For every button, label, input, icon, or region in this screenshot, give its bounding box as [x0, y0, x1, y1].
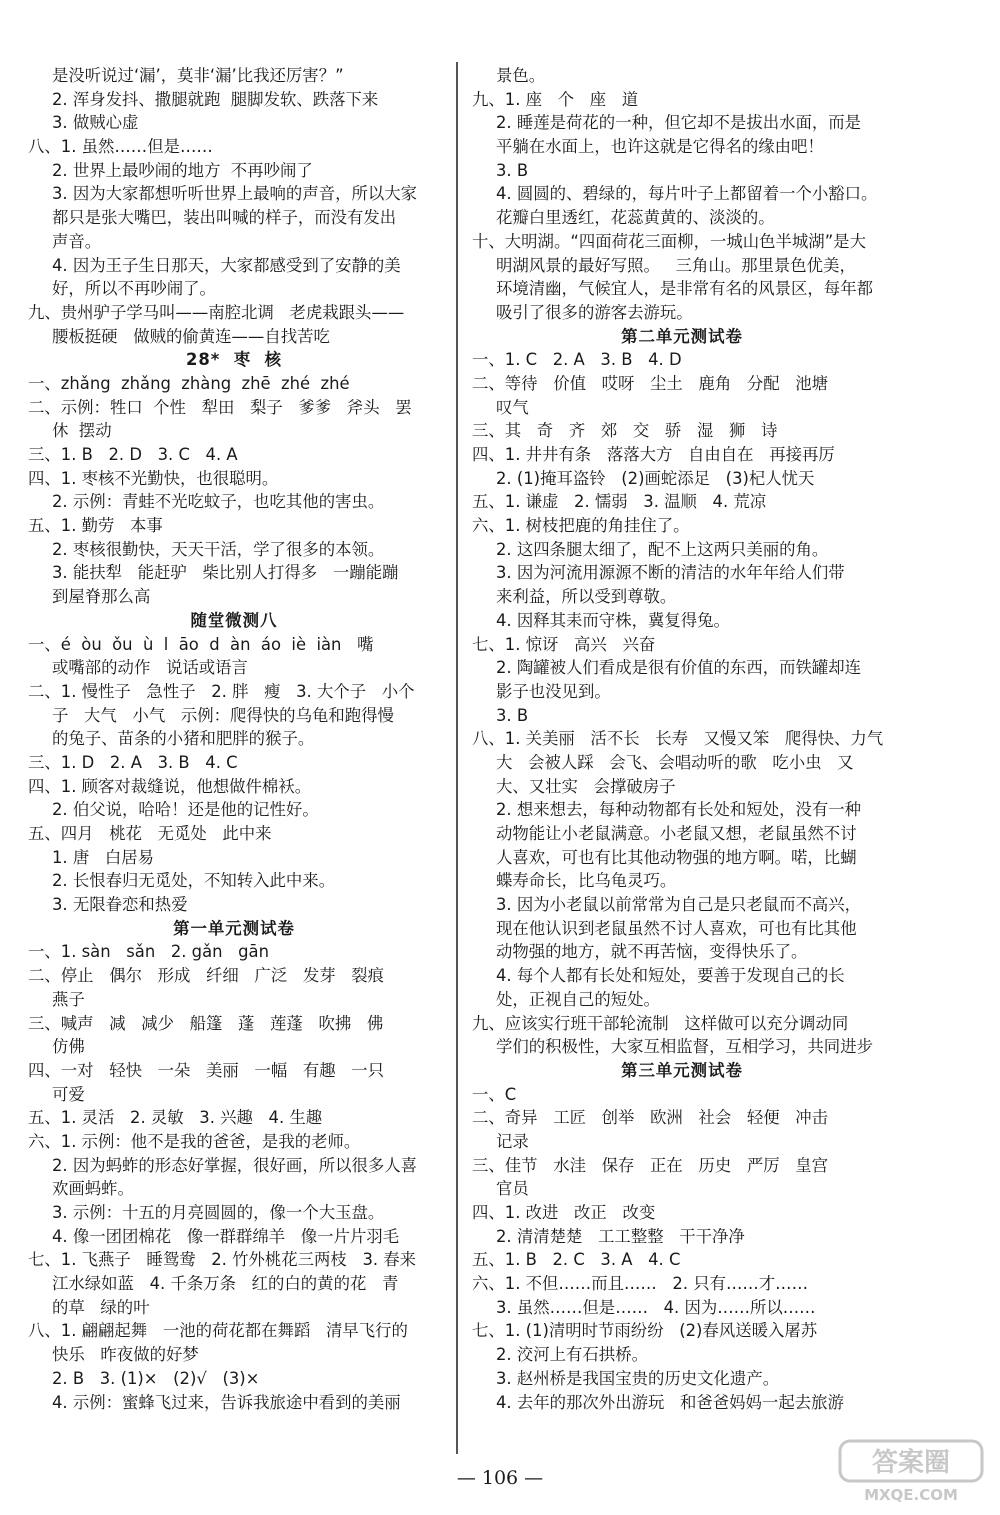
answer-line: 八、1. 翩翩起舞 一池的荷花都在舞蹈 清早飞行的 — [28, 1321, 408, 1341]
answer-line: 2. 伯父说，哈哈！还是他的记性好。 — [52, 800, 319, 820]
answer-line: 八、1. 虽然……但是…… — [28, 137, 213, 157]
answer-line: 都只是张大嘴巴，装出叫喊的样子，而没有发出 — [52, 208, 397, 228]
answer-line: 影子也没见到。 — [496, 681, 611, 701]
answer-line: 2. 长恨春归无觅处，不知转入此中来。 — [52, 871, 336, 891]
answer-line: 四、1. 改进 改正 改变 — [472, 1203, 656, 1222]
answer-line: 九、应该实行班干部轮流制 这样做可以充分调动同 — [472, 1013, 849, 1033]
answer-line: 七、1. 惊讶 高兴 兴奋 — [472, 634, 656, 654]
answer-line: 环境清幽，气候宜人，是非常有名的风景区，每年都 — [496, 279, 873, 299]
left-column — [28, 64, 440, 1414]
section-title: 第一单元测试卷 — [173, 918, 295, 938]
column-divider — [456, 62, 458, 1454]
answer-line: 的草 绿的叶 — [52, 1297, 150, 1317]
answer-line: 十、大明湖。“四面荷花三面柳，一城山色半城湖”是大 — [472, 231, 866, 251]
answer-line: 3. B — [496, 160, 529, 180]
answer-line: 二、奇异 工匠 创举 欧洲 社会 轻便 冲击 — [472, 1108, 829, 1128]
answer-line: 到屋脊那么高 — [52, 587, 151, 607]
answer-line: 来利益，所以受到尊敬。 — [496, 587, 677, 607]
answer-line: 五、1. 灵活 2. 灵敏 3. 兴趣 4. 生趣 — [28, 1108, 323, 1128]
answer-line: 2. 因为蚂蚱的形态好掌握，很好画，所以很多人喜 — [52, 1155, 418, 1175]
answer-line: 休 摆动 — [52, 421, 112, 441]
answer-line: 3. 无限眷恋和热爱 — [52, 895, 188, 915]
answer-line: 声音。 — [52, 231, 102, 251]
answer-line: 二、1. 慢性子 急性子 2. 胖 瘦 3. 大个子 小个 — [28, 681, 415, 701]
answer-line: 人喜欢，可也有比其他动物强的地方啊。喏，比蝴 — [496, 847, 857, 867]
answer-line: 2. 陶罐被人们看成是很有价值的东西，而铁罐却连 — [496, 658, 862, 678]
answer-line: 3. 因为大家都想听听世界上最响的声音，所以大家 — [52, 184, 418, 204]
answer-line: 五、1. 谦虚 2. 懦弱 3. 温顺 4. 荒凉 — [472, 492, 767, 512]
answer-line: 4. 因为王子生日那天，大家都感受到了安静的美 — [52, 255, 401, 275]
answer-line: 4. 去年的那次外出游玩 和爸爸妈妈一起去旅游 — [496, 1392, 844, 1412]
answer-line: 四、一对 轻快 一朵 美丽 一幅 有趣 一只 — [28, 1060, 385, 1080]
answer-line: 快乐 昨夜做的好梦 — [52, 1345, 199, 1365]
answer-line: 花瓣白里透红，花蕊黄黄的、淡淡的。 — [496, 208, 775, 228]
answer-line: 九、贵州驴子学马叫——南腔北调 老虎栽跟头—— — [28, 302, 405, 322]
answer-line: 或嘴部的动作 说话或语言 — [52, 658, 248, 678]
answer-line: 是没听说过‘漏’，莫非‘漏’比我还厉害？” — [52, 66, 344, 85]
answer-line: 3. 示例：十五的月亮圆圆的，像一个大玉盘。 — [52, 1203, 385, 1222]
answer-line: 燕子 — [52, 989, 85, 1009]
answer-line: 3. 因为河流用源源不断的清洁的水年年给人们带 — [496, 563, 845, 583]
answer-line: 平躺在水面上，也许这就是它得名的缘由吧！ — [496, 137, 824, 157]
answer-line: 4. 像一团团棉花 像一群群绵羊 像一片片羽毛 — [52, 1226, 400, 1246]
answer-line: 记录 — [496, 1131, 529, 1151]
answer-line: 九、1. 座 个 座 道 — [472, 89, 639, 109]
answer-line: 3. 做贼心虚 — [52, 113, 139, 133]
answer-line: 三、其 奇 齐 郊 交 骄 湿 狮 诗 — [472, 421, 778, 441]
answer-line: 2. (1)掩耳盗铃 (2)画蛇添足 (3)杞人忧天 — [496, 468, 815, 488]
page-number: — 106 — — [456, 1467, 544, 1489]
answer-line: 一、1. sàn sǎn 2. gǎn gān — [28, 942, 269, 962]
answer-line: 六、1. 树枝把鹿的角挂住了。 — [472, 516, 690, 536]
answer-line: 五、四月 桃花 无觅处 此中来 — [28, 824, 272, 843]
answer-line: 四、1. 顾客对裁缝说，他想做件棉袄。 — [28, 776, 312, 796]
answer-line: 二、停止 偶尔 形成 纤细 广泛 发芽 裂痕 — [28, 966, 385, 986]
answer-line: 七、1. 飞燕子 睡鸳鸯 2. 竹外桃花三两枝 3. 春来 — [28, 1250, 417, 1270]
answer-line: 3. 赵州桥是我国宝贵的历史文化遗产。 — [496, 1368, 780, 1388]
answer-line: 动物强的地方，就不再苦恼，变得快乐了。 — [496, 942, 808, 962]
answer-line: 4. 因释其耒而守株，冀复得兔。 — [496, 610, 730, 630]
answer-line: 大 会被人踩 会飞、会唱动听的歌 吃小虫 又 — [496, 752, 854, 772]
answer-line: 2. 枣核很勤快，天天干活，学了很多的本领。 — [52, 539, 385, 559]
answer-line: 2. 洨河上有石拱桥。 — [496, 1345, 648, 1365]
answer-line: 4. 每个人都有长处和短处，要善于发现自己的长 — [496, 966, 845, 986]
section-title: 28* 枣 核 — [186, 350, 282, 370]
answer-line: 叹气 — [496, 397, 529, 417]
answer-line: 一、é òu ǒu ù l āo d àn áo iè iàn 嘴 — [28, 634, 374, 654]
answer-line: 吸引了很多的游客去游玩。 — [496, 302, 693, 322]
answer-line: 2. B 3. (1)× (2)√ (3)× — [52, 1368, 260, 1388]
answer-line: 2. 示例：青蛙不光吃蚊子，也吃其他的害虫。 — [52, 492, 385, 512]
answer-line: 2. 想来想去，每种动物都有长处和短处，没有一种 — [496, 800, 862, 820]
answer-line: 六、1. 不但……而且…… 2. 只有……才…… — [472, 1274, 808, 1294]
answer-line: 好，所以不再吵闹了。 — [52, 279, 216, 299]
right-column — [472, 64, 892, 1414]
answer-line: 三、1. B 2. D 3. C 4. A — [28, 445, 238, 464]
answer-line: 2. 这四条腿太细了，配不上这两只美丽的角。 — [496, 539, 829, 559]
section-title: 第三单元测试卷 — [621, 1060, 743, 1080]
answer-line: 3. B — [496, 705, 529, 725]
answer-line: 子 大气 小气 示例：爬得快的乌龟和跑得慢 — [52, 705, 394, 725]
answer-line: 2. 浑身发抖、撒腿就跑 腿脚发软、跌落下来 — [52, 89, 379, 109]
answer-line: 4. 示例：蜜蜂飞过来，告诉我旅途中看到的美丽 — [52, 1392, 401, 1412]
answer-line: 动物能让小老鼠满意。小老鼠又想，老鼠虽然不讨 — [496, 824, 857, 843]
answer-line: 2. 睡莲是荷花的一种，但它却不是拔出水面，而是 — [496, 113, 862, 133]
answer-line: 一、zhǎng zhǎng zhàng zhē zhé zhé — [28, 373, 350, 393]
answer-line: 七、1. (1)清明时节雨纷纷 (2)春风送暖入屠苏 — [472, 1321, 818, 1341]
answer-line: 大、又壮实 会撑破房子 — [496, 776, 676, 796]
section-title: 第二单元测试卷 — [621, 326, 743, 346]
answer-line: 处，正视自己的短处。 — [496, 989, 660, 1009]
answer-line: 3. 虽然……但是…… 4. 因为……所以…… — [496, 1297, 816, 1317]
answer-line: 二、等待 价值 哎呀 尘土 鹿角 分配 池塘 — [472, 373, 829, 393]
answer-line: 1. 唐 白居易 — [52, 847, 155, 867]
answer-line: 明湖风景的最好写照。 三角山。那里景色优美， — [496, 255, 856, 275]
answer-line: 江水绿如蓝 4. 千条万条 红的白的黄的花 青 — [52, 1274, 399, 1294]
answer-line: 可爱 — [52, 1084, 85, 1104]
answer-line: 三、1. D 2. A 3. B 4. C — [28, 752, 238, 772]
answer-line: 四、1. 枣核不光勤快，也很聪明。 — [28, 468, 279, 488]
answer-line: 腰板挺硬 做贼的偷黄连——自找苦吃 — [52, 326, 330, 346]
answer-line: 八、1. 关美丽 活不长 长寿 又慢又笨 爬得快、力气 — [472, 729, 884, 749]
answer-line: 蝶寿命长，比乌龟灵巧。 — [496, 871, 677, 891]
answer-line: 官员 — [496, 1179, 529, 1199]
answer-line: 三、喊声 减 减少 船篷 蓬 莲蓬 吹拂 佛 — [28, 1013, 384, 1033]
answer-line: 仿佛 — [52, 1037, 85, 1057]
watermark-logo — [836, 1437, 986, 1505]
answer-line: 2. 世界上最吵闹的地方 不再吵闹了 — [52, 160, 313, 180]
answer-line: 景色。 — [496, 66, 546, 85]
answer-line: 五、1. B 2. C 3. A 4. C — [472, 1250, 681, 1270]
answer-line: 现在他认识到老鼠虽然不讨人喜欢，可也有比其他 — [496, 918, 857, 938]
section-title: 随堂微测八 — [190, 610, 278, 630]
answer-line: 三、佳节 水洼 保存 正在 历史 严厉 皇宫 — [472, 1155, 829, 1175]
answer-line: 的兔子、苗条的小猪和肥胖的猴子。 — [52, 729, 315, 749]
answer-line: 欢画蚂蚱。 — [52, 1179, 134, 1199]
answer-line: 二、示例：牲口 个性 犁田 梨子 爹爹 斧头 罢 — [28, 397, 412, 417]
answer-line: 六、1. 示例：他不是我的爸爸，是我的老师。 — [28, 1131, 361, 1151]
answer-line: 3. 因为小老鼠以前常常为自己是只老鼠而不高兴， — [496, 895, 862, 915]
answer-line: 4. 圆圆的、碧绿的，每片叶子上都留着一个小豁口。 — [496, 184, 878, 204]
answer-line: 2. 清清楚楚 工工整整 干干净净 — [496, 1226, 745, 1246]
watermark-text: 答案圈 — [871, 1448, 951, 1478]
answer-line: 一、C — [472, 1084, 517, 1104]
watermark-url: MXQE.COM — [864, 1486, 958, 1504]
answer-line: 3. 能扶犁 能赶驴 柴比别人打得多 一蹦能蹦 — [52, 563, 399, 583]
answer-line: 学们的积极性，大家互相监督，互相学习，共同进步 — [496, 1037, 873, 1057]
answer-line: 一、1. C 2. A 3. B 4. D — [472, 350, 682, 370]
answer-line: 五、1. 勤劳 本事 — [28, 516, 163, 536]
answer-line: 四、1. 井井有条 落落大方 自由自在 再接再厉 — [472, 445, 835, 464]
